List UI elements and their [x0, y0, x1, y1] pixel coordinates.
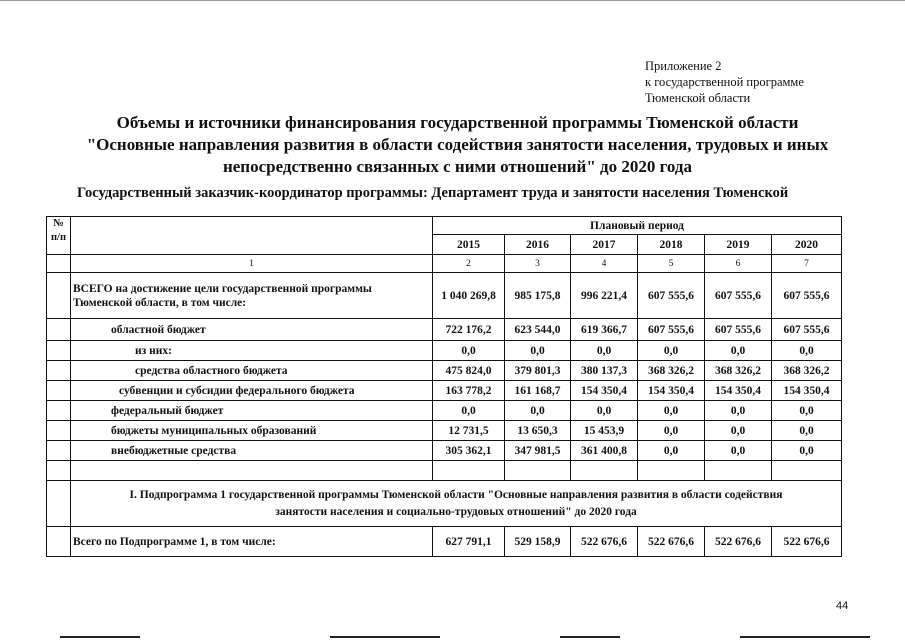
table-row: [47, 421, 842, 441]
value-cell: 0,0: [638, 401, 705, 421]
value-cell: 0,0: [571, 401, 638, 421]
value-cell: 627 791,1: [433, 527, 505, 557]
value-cell: 0,0: [705, 341, 772, 361]
value-cell: 996 221,4: [571, 273, 638, 319]
table-row-total: [47, 273, 842, 319]
value-cell: 0,0: [705, 401, 772, 421]
value-cell: 361 400,8: [571, 441, 638, 461]
row-no: [47, 319, 71, 341]
appendix-line: к государственной программе: [645, 75, 804, 89]
table-row: [47, 319, 842, 341]
value-cell: 985 175,8: [505, 273, 571, 319]
value-cell: 522 676,6: [772, 527, 842, 557]
value-cell: 0,0: [638, 421, 705, 441]
row-no: [47, 381, 71, 401]
value-cell: 607 555,6: [638, 319, 705, 341]
colnum-cell: 4: [571, 255, 638, 273]
row-no: [47, 361, 71, 381]
table-row: [47, 441, 842, 461]
subprogram-line: занятости населения и социально-трудовых отношений" до 2020 года: [275, 505, 637, 518]
row-label: внебюджетные средства: [71, 441, 433, 461]
header-pp: п/п: [50, 232, 67, 243]
row-no: [47, 421, 71, 441]
value-cell: 163 778,2: [433, 381, 505, 401]
value-cell: 0,0: [705, 421, 772, 441]
value-cell: 0,0: [705, 441, 772, 461]
value-cell: 0,0: [772, 421, 842, 441]
header-period: Плановый период: [433, 217, 842, 235]
value-cell: 15 453,9: [571, 421, 638, 441]
value-cell: 607 555,6: [772, 273, 842, 319]
header-row: [47, 217, 842, 235]
colnum-cell: 3: [505, 255, 571, 273]
year-cell: 2016: [505, 235, 571, 255]
row-no: [47, 527, 71, 557]
value-cell: 607 555,6: [705, 319, 772, 341]
value-cell: 522 676,6: [638, 527, 705, 557]
value-cell: 475 824,0: [433, 361, 505, 381]
value-cell: 154 350,4: [638, 381, 705, 401]
value-cell: 0,0: [772, 341, 842, 361]
row-label: федеральный бюджет: [71, 401, 433, 421]
value-cell: 607 555,6: [772, 319, 842, 341]
title-line: Объемы и источники финансирования государственной программы Тюменской области: [116, 113, 799, 132]
title-line: "Основные направления развития в области содействия занятости населения, трудовых и иных: [86, 135, 829, 154]
table-row: [47, 401, 842, 421]
row-no: [47, 401, 71, 421]
row-label: средства областного бюджета: [71, 361, 433, 381]
value-cell: 0,0: [433, 401, 505, 421]
colnum-cell: 7: [772, 255, 842, 273]
value-cell: 619 366,7: [571, 319, 638, 341]
value-cell: 154 350,4: [705, 381, 772, 401]
colnum-cell: 6: [705, 255, 772, 273]
year-cell: 2017: [571, 235, 638, 255]
value-cell: 722 176,2: [433, 319, 505, 341]
title-line: непосредственно связанных с ними отношений" до 2020 года: [222, 157, 693, 176]
value-cell: 154 350,4: [772, 381, 842, 401]
value-cell: 0,0: [505, 341, 571, 361]
table-row: [47, 381, 842, 401]
value-cell: 0,0: [638, 441, 705, 461]
value-cell: 368 326,2: [772, 361, 842, 381]
value-cell: 154 350,4: [571, 381, 638, 401]
subprogram-line: I. Подпрограмма 1 государственной программы Тюменской области "Основные направления развития в области содействия: [129, 488, 783, 501]
value-cell: 522 676,6: [571, 527, 638, 557]
value-cell: 368 326,2: [638, 361, 705, 381]
value-cell: 0,0: [772, 401, 842, 421]
colnum-cell: 2: [433, 255, 505, 273]
appendix-note: [645, 58, 804, 106]
colnum-blank: [47, 255, 71, 273]
year-cell: 2018: [638, 235, 705, 255]
value-cell: 347 981,5: [505, 441, 571, 461]
scan-artifact-line: [60, 636, 140, 638]
empty-row: [47, 461, 842, 481]
row-label: из них:: [71, 341, 433, 361]
table-row: [47, 341, 842, 361]
row-label: субвенции и субсидии федерального бюджета: [71, 381, 433, 401]
value-cell: 0,0: [772, 441, 842, 461]
colnum-cell: 5: [638, 255, 705, 273]
scan-artifact-line: [560, 636, 620, 638]
value-cell: 379 801,3: [505, 361, 571, 381]
value-cell: 0,0: [638, 341, 705, 361]
subprogram-row: [47, 481, 842, 527]
row-no: [47, 273, 71, 319]
table-row: [47, 361, 842, 381]
scan-artifact-line: [740, 636, 870, 638]
row-label: ВСЕГО на достижение цели государственной программы Тюменской области, в том числе:: [71, 273, 433, 319]
appendix-line: Приложение 2: [645, 59, 722, 73]
year-cell: 2015: [433, 235, 505, 255]
table-row-subtotal: [47, 527, 842, 557]
value-cell: 0,0: [571, 341, 638, 361]
year-cell: 2020: [772, 235, 842, 255]
value-cell: 607 555,6: [705, 273, 772, 319]
scan-artifact-line: [330, 636, 440, 638]
document-title: [40, 112, 875, 178]
colnum-cell: 1: [71, 255, 433, 273]
page-number: 44: [836, 600, 849, 612]
value-cell: 380 137,3: [571, 361, 638, 381]
appendix-line: Тюменской области: [645, 91, 751, 105]
value-cell: 522 676,6: [705, 527, 772, 557]
row-no: [47, 441, 71, 461]
row-label: Всего по Подпрограмме 1, в том числе:: [71, 527, 433, 557]
row-label: бюджеты муниципальных образований: [71, 421, 433, 441]
value-cell: 13 650,3: [505, 421, 571, 441]
value-cell: 1 040 269,8: [433, 273, 505, 319]
value-cell: 161 168,7: [505, 381, 571, 401]
customer-line: Государственный заказчик-координатор программы: Департамент труда и занятости населения Тюменской: [77, 185, 789, 201]
scan-edge-top: [0, 0, 905, 1]
financing-table: [46, 216, 842, 557]
value-cell: 305 362,1: [433, 441, 505, 461]
row-no: [47, 341, 71, 361]
colnum-row: [47, 255, 842, 273]
value-cell: 0,0: [505, 401, 571, 421]
year-cell: 2019: [705, 235, 772, 255]
value-cell: 607 555,6: [638, 273, 705, 319]
value-cell: 529 158,9: [505, 527, 571, 557]
header-no-cell: [47, 217, 71, 255]
subprogram-title: [71, 481, 842, 527]
header-label-cell: [71, 217, 433, 255]
value-cell: 623 544,0: [505, 319, 571, 341]
row-label: областной бюджет: [71, 319, 433, 341]
row-no: [47, 481, 71, 527]
value-cell: 0,0: [433, 341, 505, 361]
value-cell: 12 731,5: [433, 421, 505, 441]
value-cell: 368 326,2: [705, 361, 772, 381]
header-no: №: [53, 218, 64, 229]
